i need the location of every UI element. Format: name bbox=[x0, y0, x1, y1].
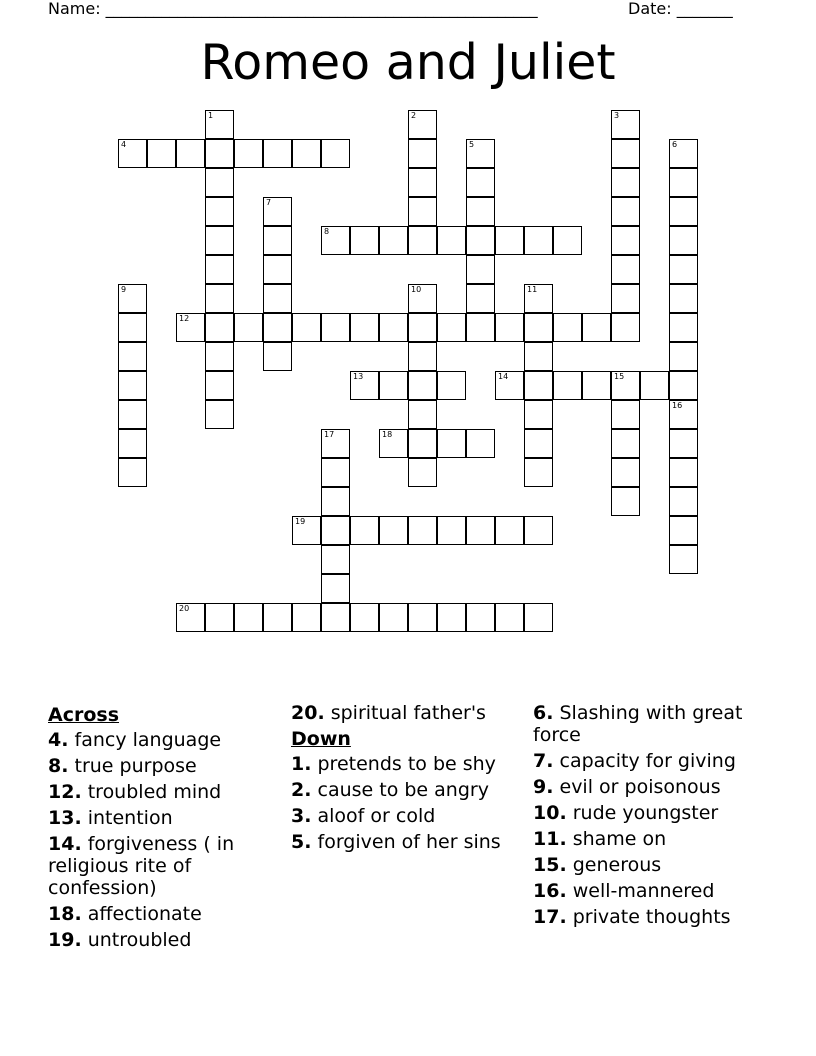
clue-number: 11 bbox=[527, 285, 538, 294]
grid-cell bbox=[350, 516, 379, 545]
grid-cell bbox=[176, 313, 205, 342]
down-heading: Down bbox=[291, 728, 351, 750]
grid-cell bbox=[669, 226, 698, 255]
grid-cell bbox=[408, 342, 437, 371]
clue-across-13: 13. intention bbox=[48, 807, 173, 829]
grid-cell bbox=[176, 139, 205, 168]
clue-column-2 bbox=[291, 702, 526, 857]
grid-cell bbox=[205, 226, 234, 255]
grid-cell bbox=[263, 197, 292, 226]
grid-cell bbox=[321, 458, 350, 487]
grid-cell bbox=[118, 342, 147, 371]
grid-cell bbox=[495, 603, 524, 632]
clue-number: 18 bbox=[382, 430, 393, 439]
grid-cell bbox=[205, 400, 234, 429]
grid-cell bbox=[118, 429, 147, 458]
grid-cell bbox=[263, 603, 292, 632]
grid-cell bbox=[582, 313, 611, 342]
grid-cell bbox=[553, 226, 582, 255]
grid-cell bbox=[466, 139, 495, 168]
grid-cell bbox=[205, 342, 234, 371]
grid-cell bbox=[321, 603, 350, 632]
grid-cell bbox=[611, 429, 640, 458]
clue-down-9: 9. evil or poisonous bbox=[533, 776, 721, 798]
grid-cell bbox=[669, 313, 698, 342]
grid-cell bbox=[524, 313, 553, 342]
clue-column-3 bbox=[533, 702, 773, 932]
grid-cell bbox=[437, 226, 466, 255]
grid-cell bbox=[524, 400, 553, 429]
grid-cell bbox=[205, 255, 234, 284]
grid-cell bbox=[408, 313, 437, 342]
grid-cell bbox=[466, 168, 495, 197]
grid-cell bbox=[611, 255, 640, 284]
clue-number: 16 bbox=[672, 401, 683, 410]
clue-across-18: 18. affectionate bbox=[48, 903, 202, 925]
grid-cell bbox=[524, 429, 553, 458]
clue-down-1: 1. pretends to be shy bbox=[291, 753, 496, 775]
grid-cell bbox=[524, 458, 553, 487]
grid-cell bbox=[205, 284, 234, 313]
clue-down-2: 2. cause to be angry bbox=[291, 779, 489, 801]
grid-cell bbox=[408, 226, 437, 255]
grid-cell bbox=[611, 197, 640, 226]
grid-cell bbox=[205, 313, 234, 342]
grid-cell bbox=[669, 168, 698, 197]
grid-cell bbox=[582, 371, 611, 400]
grid-cell bbox=[408, 139, 437, 168]
grid-cell bbox=[321, 545, 350, 574]
grid-cell bbox=[669, 139, 698, 168]
clue-down-6: 6. Slashing with great force bbox=[533, 702, 743, 746]
grid-cell bbox=[669, 255, 698, 284]
grid-cell bbox=[408, 168, 437, 197]
date-field: Date: _______ bbox=[628, 0, 733, 18]
clue-down-16: 16. well-mannered bbox=[533, 880, 715, 902]
grid-cell bbox=[669, 458, 698, 487]
grid-cell bbox=[553, 313, 582, 342]
grid-cell bbox=[234, 603, 263, 632]
grid-cell bbox=[611, 400, 640, 429]
clue-down-17: 17. private thoughts bbox=[533, 906, 731, 928]
grid-cell bbox=[466, 197, 495, 226]
clue-down-3: 3. aloof or cold bbox=[291, 805, 436, 827]
clue-down-10: 10. rude youngster bbox=[533, 802, 719, 824]
clue-number: 14 bbox=[498, 372, 509, 381]
grid-cell bbox=[350, 313, 379, 342]
grid-cell bbox=[263, 284, 292, 313]
grid-cell bbox=[379, 516, 408, 545]
clue-across-8: 8. true purpose bbox=[48, 755, 197, 777]
grid-cell bbox=[495, 226, 524, 255]
name-field: Name: ______________________________________________________ bbox=[48, 0, 538, 18]
grid-cell bbox=[437, 371, 466, 400]
grid-cell bbox=[466, 313, 495, 342]
grid-cell bbox=[408, 429, 437, 458]
grid-cell bbox=[321, 429, 350, 458]
grid-cell bbox=[524, 284, 553, 313]
grid-cell bbox=[611, 284, 640, 313]
grid-cell bbox=[176, 603, 205, 632]
clue-down-5: 5. forgiven of her sins bbox=[291, 831, 501, 853]
grid-cell bbox=[379, 226, 408, 255]
clue-number: 5 bbox=[469, 140, 475, 149]
grid-cell bbox=[524, 516, 553, 545]
grid-cell bbox=[669, 371, 698, 400]
grid-cell bbox=[205, 371, 234, 400]
grid-cell bbox=[118, 139, 147, 168]
grid-cell bbox=[263, 342, 292, 371]
clue-number: 12 bbox=[179, 314, 190, 323]
clue-across-4: 4. fancy language bbox=[48, 729, 222, 751]
grid-cell bbox=[611, 313, 640, 342]
clue-across-14: 14. forgiveness ( in religious rite of confession) bbox=[48, 833, 235, 899]
clue-number: 1 bbox=[208, 111, 214, 120]
grid-cell bbox=[524, 342, 553, 371]
grid-cell bbox=[437, 313, 466, 342]
grid-cell bbox=[640, 371, 669, 400]
grid-cell bbox=[205, 168, 234, 197]
grid-cell bbox=[321, 574, 350, 603]
grid-cell bbox=[611, 458, 640, 487]
clue-number: 6 bbox=[672, 140, 678, 149]
grid-cell bbox=[263, 255, 292, 284]
grid-cell bbox=[437, 429, 466, 458]
grid-cell bbox=[466, 226, 495, 255]
clue-number: 8 bbox=[324, 227, 330, 236]
grid-cell bbox=[118, 400, 147, 429]
grid-cell bbox=[669, 342, 698, 371]
clue-number: 17 bbox=[324, 430, 335, 439]
grid-cell bbox=[321, 313, 350, 342]
grid-cell bbox=[669, 429, 698, 458]
grid-cell bbox=[234, 313, 263, 342]
grid-cell bbox=[379, 603, 408, 632]
grid-cell bbox=[669, 284, 698, 313]
grid-cell bbox=[611, 139, 640, 168]
grid-cell bbox=[408, 516, 437, 545]
grid-cell bbox=[669, 400, 698, 429]
grid-cell bbox=[495, 313, 524, 342]
grid-cell bbox=[611, 110, 640, 139]
grid-cell bbox=[611, 226, 640, 255]
grid-cell bbox=[669, 487, 698, 516]
clue-across-12: 12. troubled mind bbox=[48, 781, 222, 803]
grid-cell bbox=[408, 458, 437, 487]
grid-cell bbox=[263, 139, 292, 168]
clue-number: 10 bbox=[411, 285, 422, 294]
clue-number: 9 bbox=[121, 285, 127, 294]
grid-cell bbox=[321, 139, 350, 168]
clue-number: 2 bbox=[411, 111, 417, 120]
clue-number: 20 bbox=[179, 604, 190, 613]
grid-cell bbox=[611, 371, 640, 400]
grid-cell bbox=[466, 603, 495, 632]
grid-cell bbox=[466, 429, 495, 458]
grid-cell bbox=[553, 371, 582, 400]
clue-number: 4 bbox=[121, 140, 127, 149]
grid-cell bbox=[205, 197, 234, 226]
grid-cell bbox=[466, 284, 495, 313]
grid-cell bbox=[437, 603, 466, 632]
grid-cell bbox=[408, 603, 437, 632]
grid-cell bbox=[321, 226, 350, 255]
grid-cell bbox=[495, 516, 524, 545]
clue-across-20: 20. spiritual father's bbox=[291, 702, 486, 724]
grid-cell bbox=[205, 139, 234, 168]
clue-column-1 bbox=[48, 702, 280, 955]
grid-cell bbox=[669, 545, 698, 574]
grid-cell bbox=[524, 371, 553, 400]
grid-cell bbox=[350, 226, 379, 255]
grid-cell bbox=[466, 516, 495, 545]
grid-cell bbox=[379, 429, 408, 458]
grid-cell bbox=[118, 458, 147, 487]
grid-cell bbox=[292, 139, 321, 168]
grid-cell bbox=[263, 313, 292, 342]
clue-number: 3 bbox=[614, 111, 620, 120]
grid-cell bbox=[408, 371, 437, 400]
grid-cell bbox=[205, 603, 234, 632]
grid-cell bbox=[234, 139, 263, 168]
grid-cell bbox=[147, 139, 176, 168]
clue-down-15: 15. generous bbox=[533, 854, 662, 876]
across-heading: Across bbox=[48, 704, 120, 726]
grid-cell bbox=[321, 516, 350, 545]
grid-cell bbox=[292, 603, 321, 632]
grid-cell bbox=[408, 400, 437, 429]
grid-cell bbox=[205, 110, 234, 139]
grid-cell bbox=[669, 197, 698, 226]
grid-cell bbox=[524, 603, 553, 632]
clue-down-7: 7. capacity for giving bbox=[533, 750, 736, 772]
grid-cell bbox=[466, 255, 495, 284]
grid-cell bbox=[408, 284, 437, 313]
grid-cell bbox=[118, 371, 147, 400]
grid-cell bbox=[437, 516, 466, 545]
grid-cell bbox=[524, 226, 553, 255]
grid-cell bbox=[350, 603, 379, 632]
grid-cell bbox=[350, 371, 379, 400]
grid-cell bbox=[611, 487, 640, 516]
clue-across-19: 19. untroubled bbox=[48, 929, 192, 951]
grid-cell bbox=[408, 197, 437, 226]
grid-cell bbox=[118, 284, 147, 313]
grid-cell bbox=[379, 371, 408, 400]
puzzle-title: Romeo and Juliet bbox=[200, 34, 616, 91]
clue-number: 7 bbox=[266, 198, 272, 207]
clue-number: 13 bbox=[353, 372, 364, 381]
grid-cell bbox=[321, 487, 350, 516]
grid-cell bbox=[495, 371, 524, 400]
grid-cell bbox=[118, 313, 147, 342]
grid-cell bbox=[263, 226, 292, 255]
grid-cell bbox=[292, 516, 321, 545]
grid-cell bbox=[292, 313, 321, 342]
grid-cell bbox=[611, 168, 640, 197]
grid-cell bbox=[379, 313, 408, 342]
grid-cell bbox=[669, 516, 698, 545]
grid-cell bbox=[408, 110, 437, 139]
clue-number: 19 bbox=[295, 517, 306, 526]
clue-down-11: 11. shame on bbox=[533, 828, 667, 850]
clue-number: 15 bbox=[614, 372, 625, 381]
